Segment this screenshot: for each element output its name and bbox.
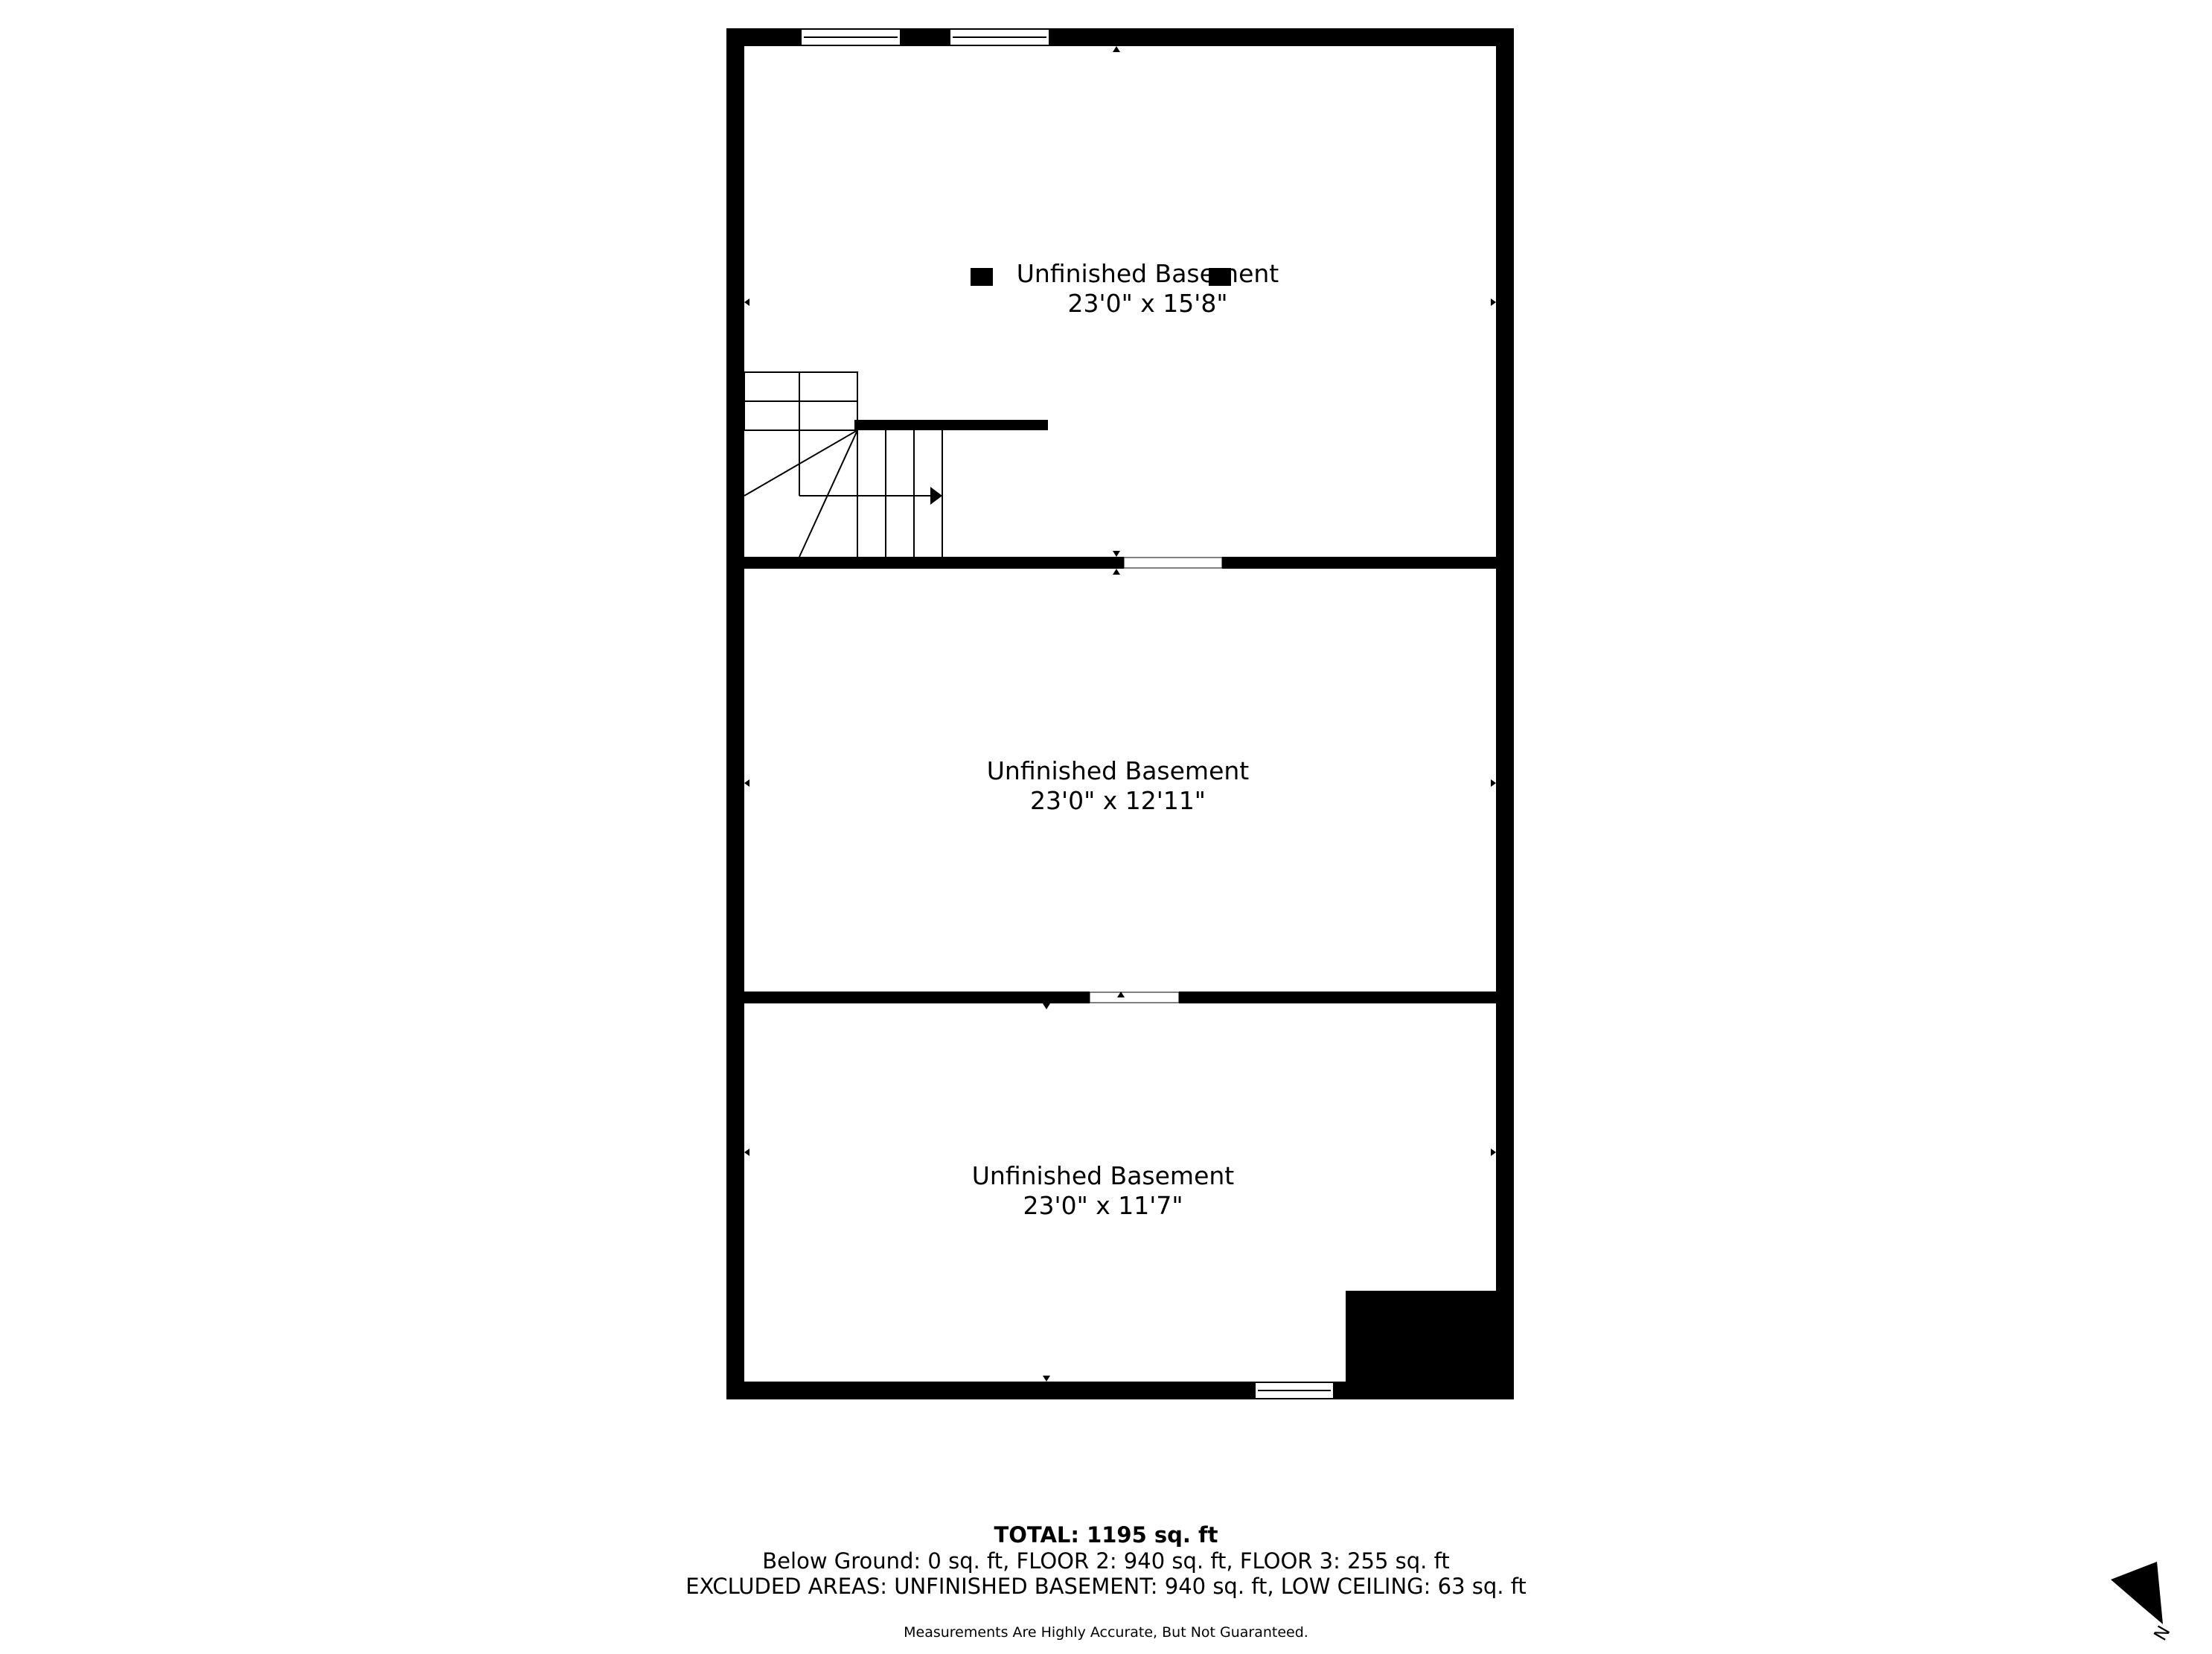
total-area: TOTAL: 1195 sq. ft	[994, 1522, 1218, 1548]
room-name: Unfinished Basement	[986, 756, 1250, 785]
room-label	[1017, 259, 1279, 319]
disclaimer: Measurements Are Highly Accurate, But Not Guaranteed.	[904, 1624, 1308, 1641]
low-ceiling-area	[1346, 1291, 1497, 1383]
floor-areas: Below Ground: 0 sq. ft, FLOOR 2: 940 sq. ft, FLOOR 3: 255 sq. ft	[762, 1548, 1450, 1574]
doorway-opening	[1090, 992, 1179, 1003]
doorway-opening	[1124, 558, 1222, 568]
staircase	[744, 372, 942, 557]
room-dimensions: 23'0" x 15'8"	[1067, 289, 1228, 318]
interior-wall	[744, 557, 1496, 569]
excluded-areas: EXCLUDED AREAS: UNFINISHED BASEMENT: 940 sq. ft, LOW CEILING: 63 sq. ft	[685, 1574, 1527, 1599]
room-name: Unfinished Basement	[971, 1161, 1235, 1190]
window	[801, 29, 901, 45]
compass-label: N	[2149, 1622, 2175, 1644]
room-dimensions: 23'0" x 12'11"	[1030, 786, 1206, 815]
stair-direction-arrow	[930, 487, 942, 505]
room-label	[987, 756, 1249, 816]
room-name: Unfinished Basement	[1016, 259, 1279, 288]
room-label	[972, 1161, 1234, 1221]
partition-wall	[854, 420, 1048, 430]
room-dimensions: 23'0" x 11'7"	[1023, 1191, 1183, 1220]
column	[971, 268, 993, 286]
window	[950, 29, 1049, 45]
window	[1255, 1382, 1334, 1399]
